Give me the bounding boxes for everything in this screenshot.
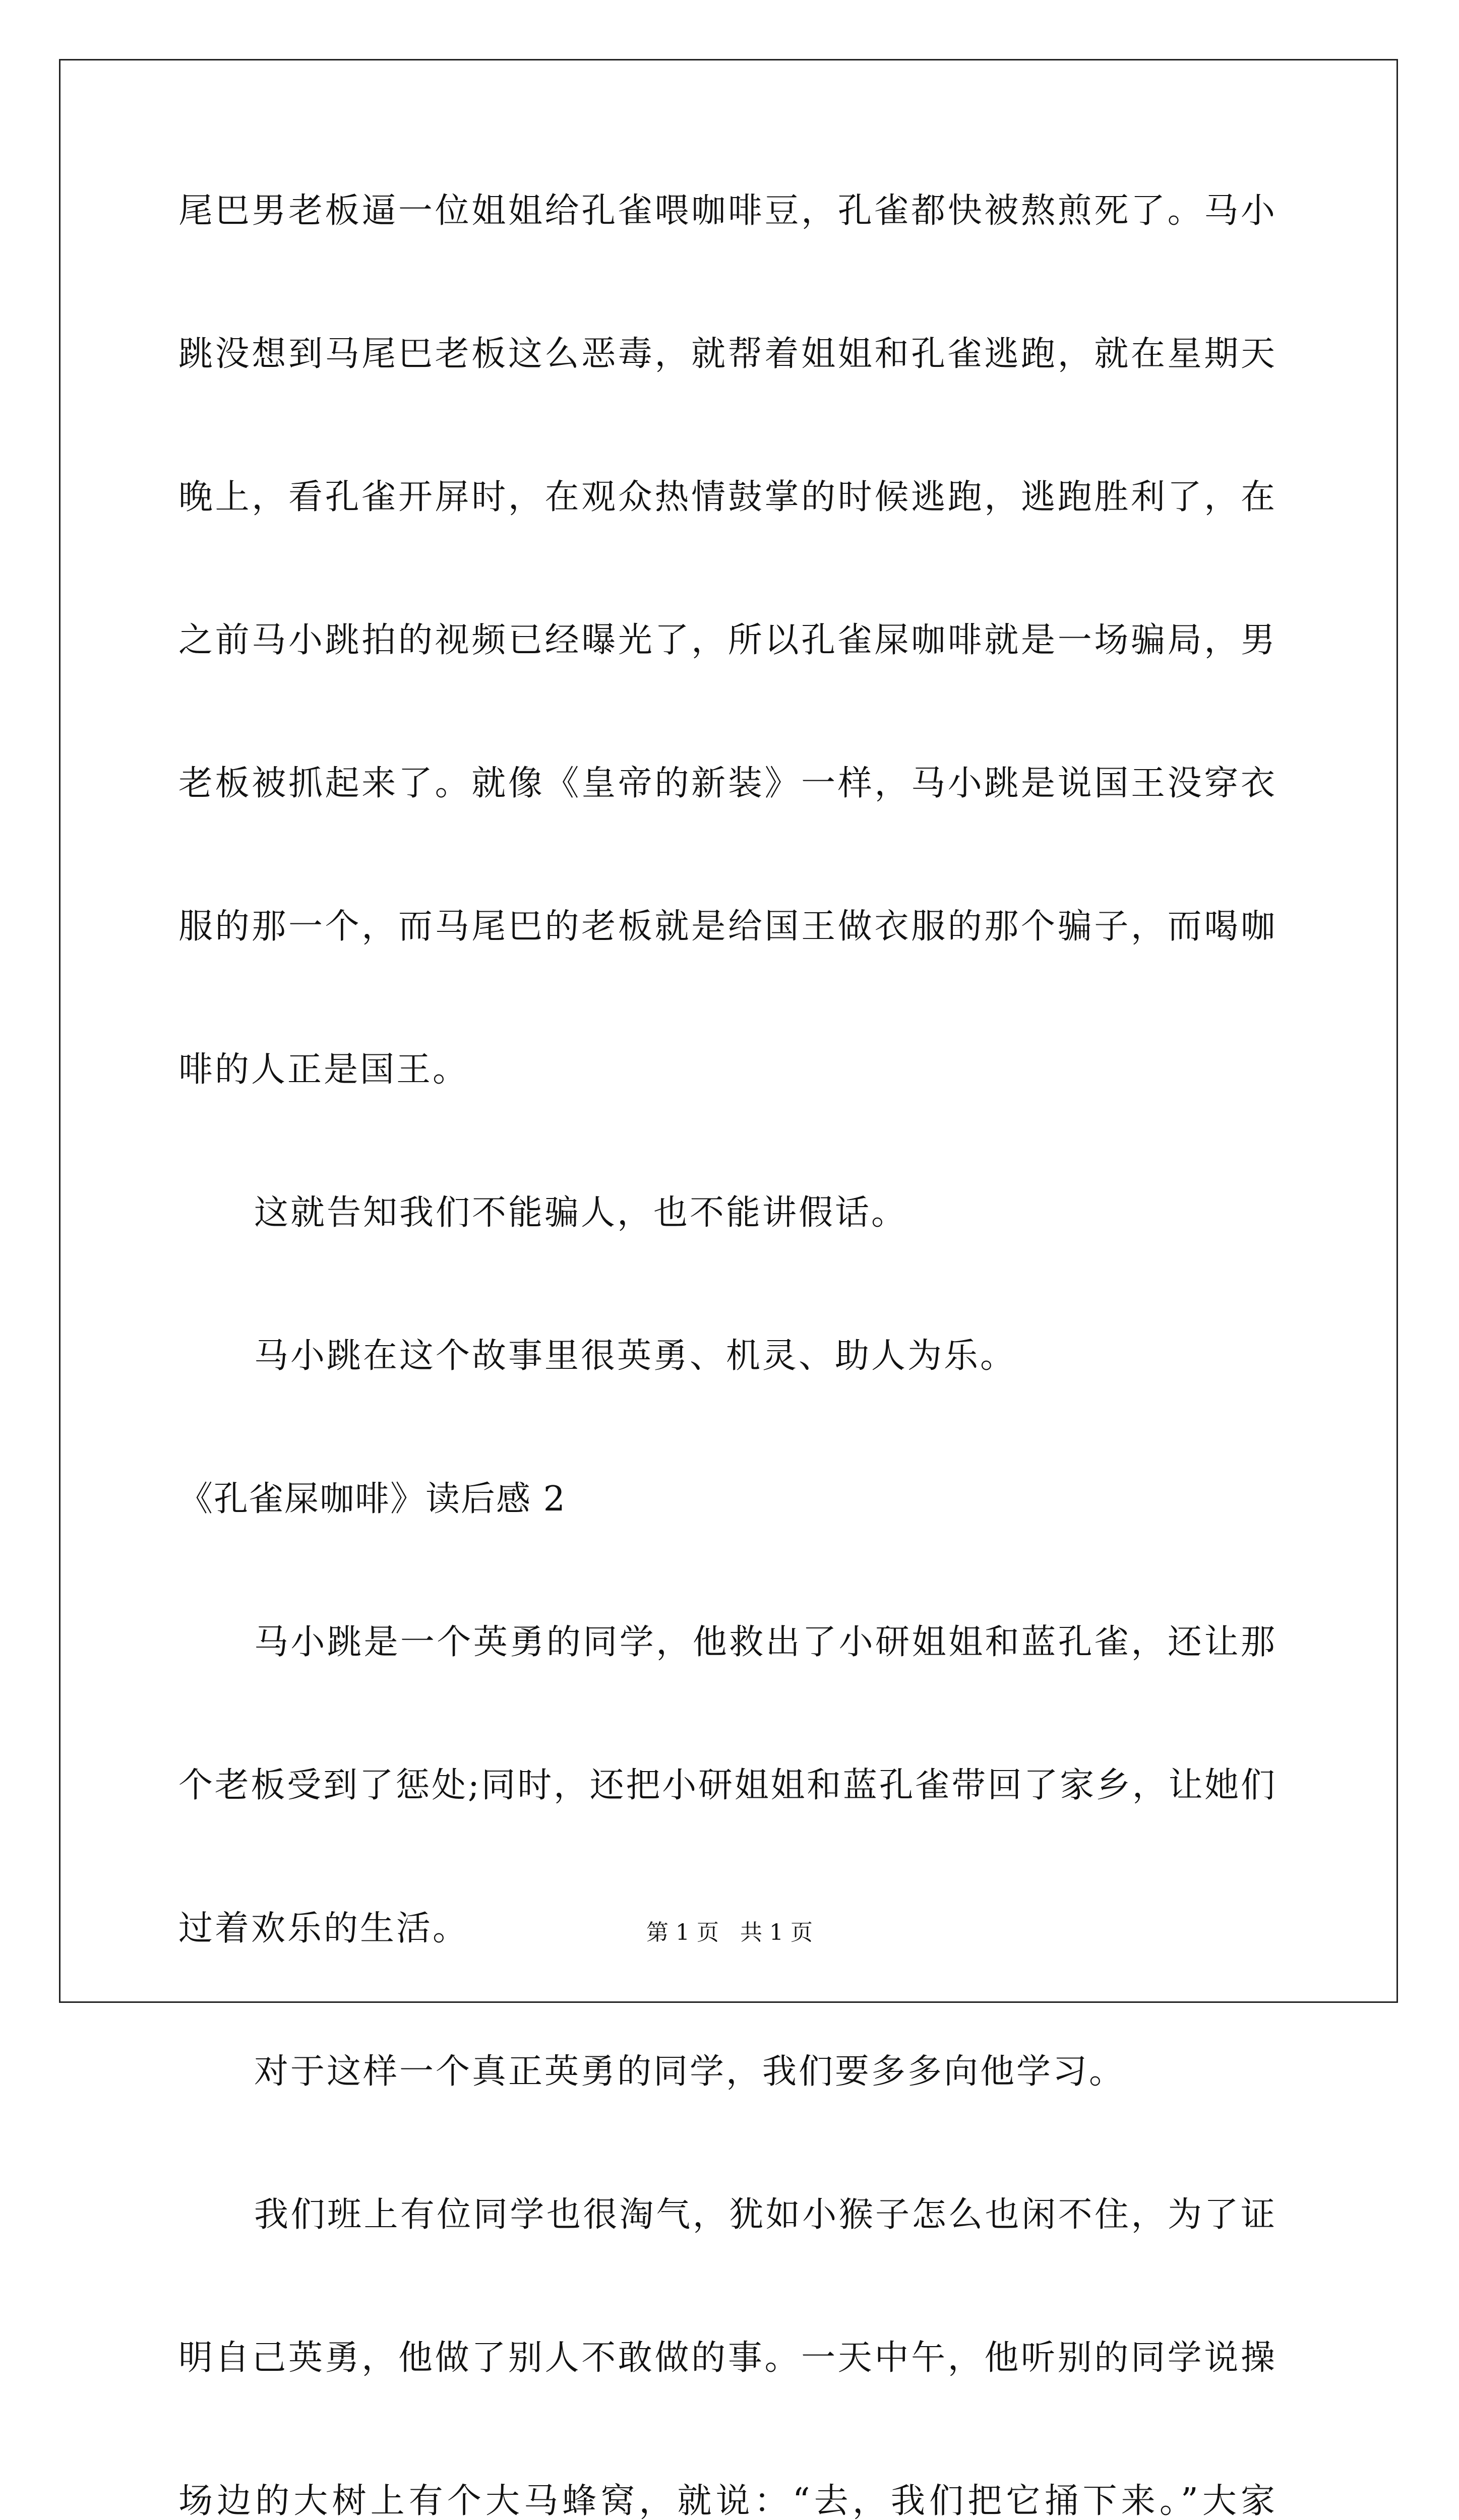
document-body <box>178 191 1275 2520</box>
text-line: 服的那一个，而马尾巴的老板就是给国王做衣服的那个骗子，而喝咖 <box>178 907 1275 947</box>
text-line: 啡的人正是国王。 <box>178 1050 469 1090</box>
paragraph-line: 我们班上有位同学也很淘气，犹如小猴子怎么也闲不住，为了证 <box>254 2195 1275 2235</box>
text-line: 个老板受到了惩处;同时，还把小研姐姐和蓝孔雀带回了家乡，让她们 <box>178 1766 1275 1805</box>
text-line: 之前马小跳拍的视频已经曝光了，所以孔雀屎咖啡就是一场骗局，男 <box>178 620 1275 660</box>
paragraph-line: 马小跳在这个故事里很英勇、机灵、助人为乐。 <box>254 1336 1017 1376</box>
section-heading: 《孔雀屎咖啡》读后感 2 <box>178 1479 566 1519</box>
text-line: 老板被抓起来了。就像《皇帝的新装》一样，马小跳是说国王没穿衣 <box>178 764 1275 803</box>
text-line: 过着欢乐的生活。 <box>178 1909 469 1948</box>
text-line: 跳没想到马尾巴老板这么恶毒，就帮着姐姐和孔雀逃跑，就在星期天 <box>178 334 1275 374</box>
text-line: 场边的大树上有个大马蜂窝，就说：“去，我们把它捅下来。”大家 <box>178 2481 1275 2520</box>
page-number-footer: 第 1 页 共 1 页 <box>646 1920 813 1945</box>
paragraph-line: 马小跳是一个英勇的同学，他救出了小研姐姐和蓝孔雀，还让那 <box>254 1622 1275 1662</box>
text-line: 明自己英勇，他做了别人不敢做的事。一天中午，他听别的同学说操 <box>178 2338 1275 2378</box>
text-line: 晚上，看孔雀开屏时，在观众热情鼓掌的时候逃跑，逃跑胜利了，在 <box>178 477 1275 517</box>
text-line: 尾巴男老板逼一位姐姐给孔雀喂咖啡豆，孔雀都快被熬煎死了。马小 <box>178 191 1275 231</box>
paragraph-line: 这就告知我们不能骗人，也不能讲假话。 <box>254 1193 908 1233</box>
paragraph-line: 对于这样一个真正英勇的同学，我们要多多向他学习。 <box>254 2052 1126 2092</box>
